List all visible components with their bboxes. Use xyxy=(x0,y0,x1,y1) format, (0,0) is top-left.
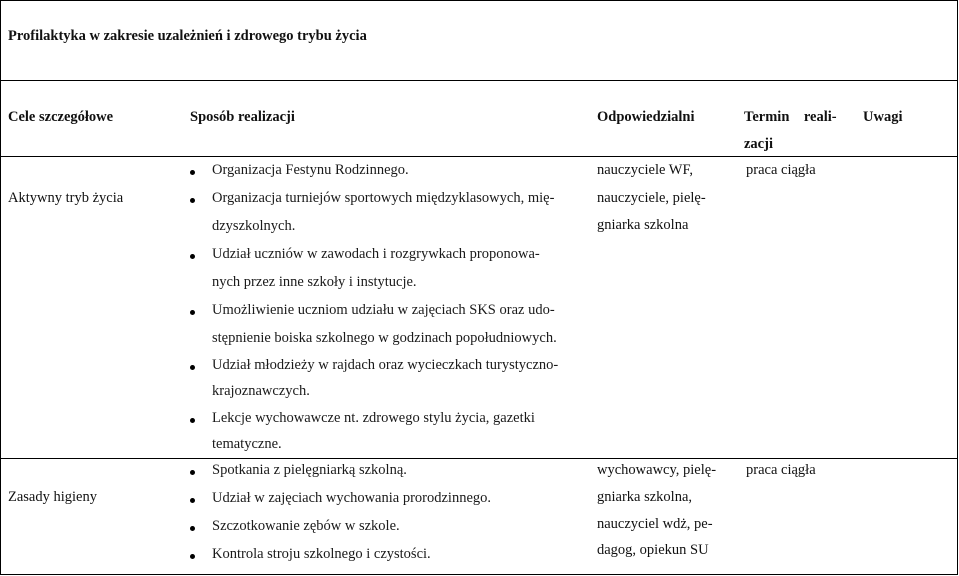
bullet-icon xyxy=(190,254,195,259)
bullet-icon xyxy=(190,198,195,203)
list-item-text: Organizacja turniejów sportowych międzyklasowych, mię- xyxy=(212,190,555,206)
row-divider xyxy=(0,458,957,459)
header-divider xyxy=(0,156,957,157)
header-deadline-line1: Termin reali- xyxy=(744,109,837,125)
bullet-icon xyxy=(190,418,195,423)
list-item-text: Udział młodzieży w rajdach oraz wycieczkach turystyczno- xyxy=(212,357,559,373)
deadline-value: praca ciągła xyxy=(746,162,816,178)
list-item-text: krajoznawczych. xyxy=(212,383,310,399)
table-border-top xyxy=(0,0,957,1)
section-title: Profilaktyka w zakresie uzależnień i zdrowego trybu życia xyxy=(8,28,367,44)
list-item-text: stępnienie boiska szkolnego w godzinach popołudniowych. xyxy=(212,330,557,346)
responsible-line: nauczyciele, pielę- xyxy=(597,190,706,206)
bullet-icon xyxy=(190,170,195,175)
responsible-line: gniarka szkolna xyxy=(597,217,689,233)
bullet-icon xyxy=(190,470,195,475)
header-method: Sposób realizacji xyxy=(190,109,295,125)
section-divider xyxy=(0,80,957,81)
list-item-text: Organizacja Festynu Rodzinnego. xyxy=(212,162,409,178)
responsible-line: nauczyciele WF, xyxy=(597,162,693,178)
header-goals: Cele szczegółowe xyxy=(8,109,114,125)
bullet-icon xyxy=(190,554,195,559)
bullet-icon xyxy=(190,365,195,370)
responsible-line: gniarka szkolna, xyxy=(597,489,693,505)
list-item-text: Szczotkowanie zębów w szkole. xyxy=(212,518,400,534)
list-item-text: Kontrola stroju szkolnego i czystości. xyxy=(212,546,431,562)
row-goal-hygiene: Zasady higieny xyxy=(8,489,97,505)
bullet-icon xyxy=(190,526,195,531)
responsible-line: nauczyciel wdż, pe- xyxy=(597,516,713,532)
list-item-text: tematyczne. xyxy=(212,436,282,452)
list-item-text: Umożliwienie uczniom udziału w zajęciach SKS oraz udo- xyxy=(212,302,555,318)
list-item-text: Lekcje wychowawcze nt. zdrowego stylu życia, gazetki xyxy=(212,410,535,426)
list-item-text: dzyszkolnych. xyxy=(212,218,296,234)
list-item-text: nych przez inne szkoły i instytucje. xyxy=(212,274,417,290)
row-goal-active-lifestyle: Aktywny tryb życia xyxy=(8,190,124,206)
list-item-text: Udział uczniów w zawodach i rozgrywkach proponowa- xyxy=(212,246,540,262)
header-responsible: Odpowiedzialni xyxy=(597,109,695,125)
deadline-value: praca ciągła xyxy=(746,462,816,478)
table-border-bottom xyxy=(0,574,957,575)
responsible-line: wychowawcy, pielę- xyxy=(597,462,717,478)
header-deadline-line2: zacji xyxy=(744,136,773,152)
bullet-icon xyxy=(190,310,195,315)
list-item-text: Udział w zajęciach wychowania prorodzinnego. xyxy=(212,490,492,506)
table-border-left xyxy=(0,0,1,575)
bullet-icon xyxy=(190,498,195,503)
list-item-text: Spotkania z pielęgniarką szkolną. xyxy=(212,462,407,478)
responsible-line: dagog, opiekun SU xyxy=(597,542,709,558)
table-border-right xyxy=(957,0,958,575)
header-notes: Uwagi xyxy=(863,109,903,125)
